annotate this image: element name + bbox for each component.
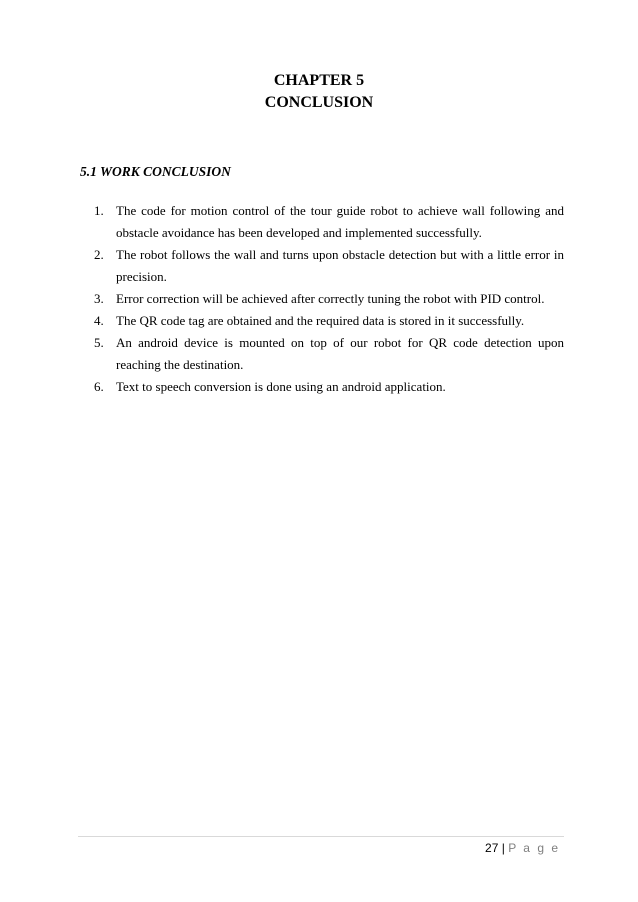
page-word: P a g e <box>508 841 560 855</box>
list-item <box>80 244 564 288</box>
list-item-text: The QR code tag are obtained and the required data is stored in it successfully. <box>116 313 525 328</box>
list-item-text: Error correction will be achieved after correctly tuning the robot with PID control. <box>116 291 545 306</box>
page-number: 27 <box>485 841 499 855</box>
list-item-number: 4. <box>94 313 104 328</box>
chapter-heading <box>0 70 638 114</box>
list-item-number: 5. <box>94 335 104 350</box>
chapter-title: CONCLUSION <box>264 94 374 111</box>
list-item-number: 6. <box>94 379 104 394</box>
list-item-text: Text to speech conversion is done using an android application. <box>116 379 446 394</box>
list-item <box>80 376 564 398</box>
list-item <box>80 310 564 332</box>
list-item-number: 2. <box>94 247 104 262</box>
list-item-number: 1. <box>94 203 104 218</box>
page-footer <box>485 840 560 856</box>
conclusion-list <box>80 200 564 398</box>
list-item-text: The robot follows the wall and turns upon obstacle detection but with a little error in precision. <box>116 247 564 284</box>
list-item-text: The code for motion control of the tour guide robot to achieve wall following and obstacle avoidance has been developed and implemented successfully. <box>116 203 564 240</box>
section-heading: 5.1 WORK CONCLUSION <box>80 164 231 179</box>
list-item <box>80 332 564 376</box>
footer-separator: | <box>501 841 505 855</box>
footer-divider <box>78 836 564 837</box>
list-item-text: An android device is mounted on top of our robot for QR code detection upon reaching the destination. <box>116 335 564 372</box>
list-item <box>80 288 564 310</box>
list-item <box>80 200 564 244</box>
chapter-label: CHAPTER 5 <box>273 72 365 89</box>
list-item-number: 3. <box>94 291 104 306</box>
